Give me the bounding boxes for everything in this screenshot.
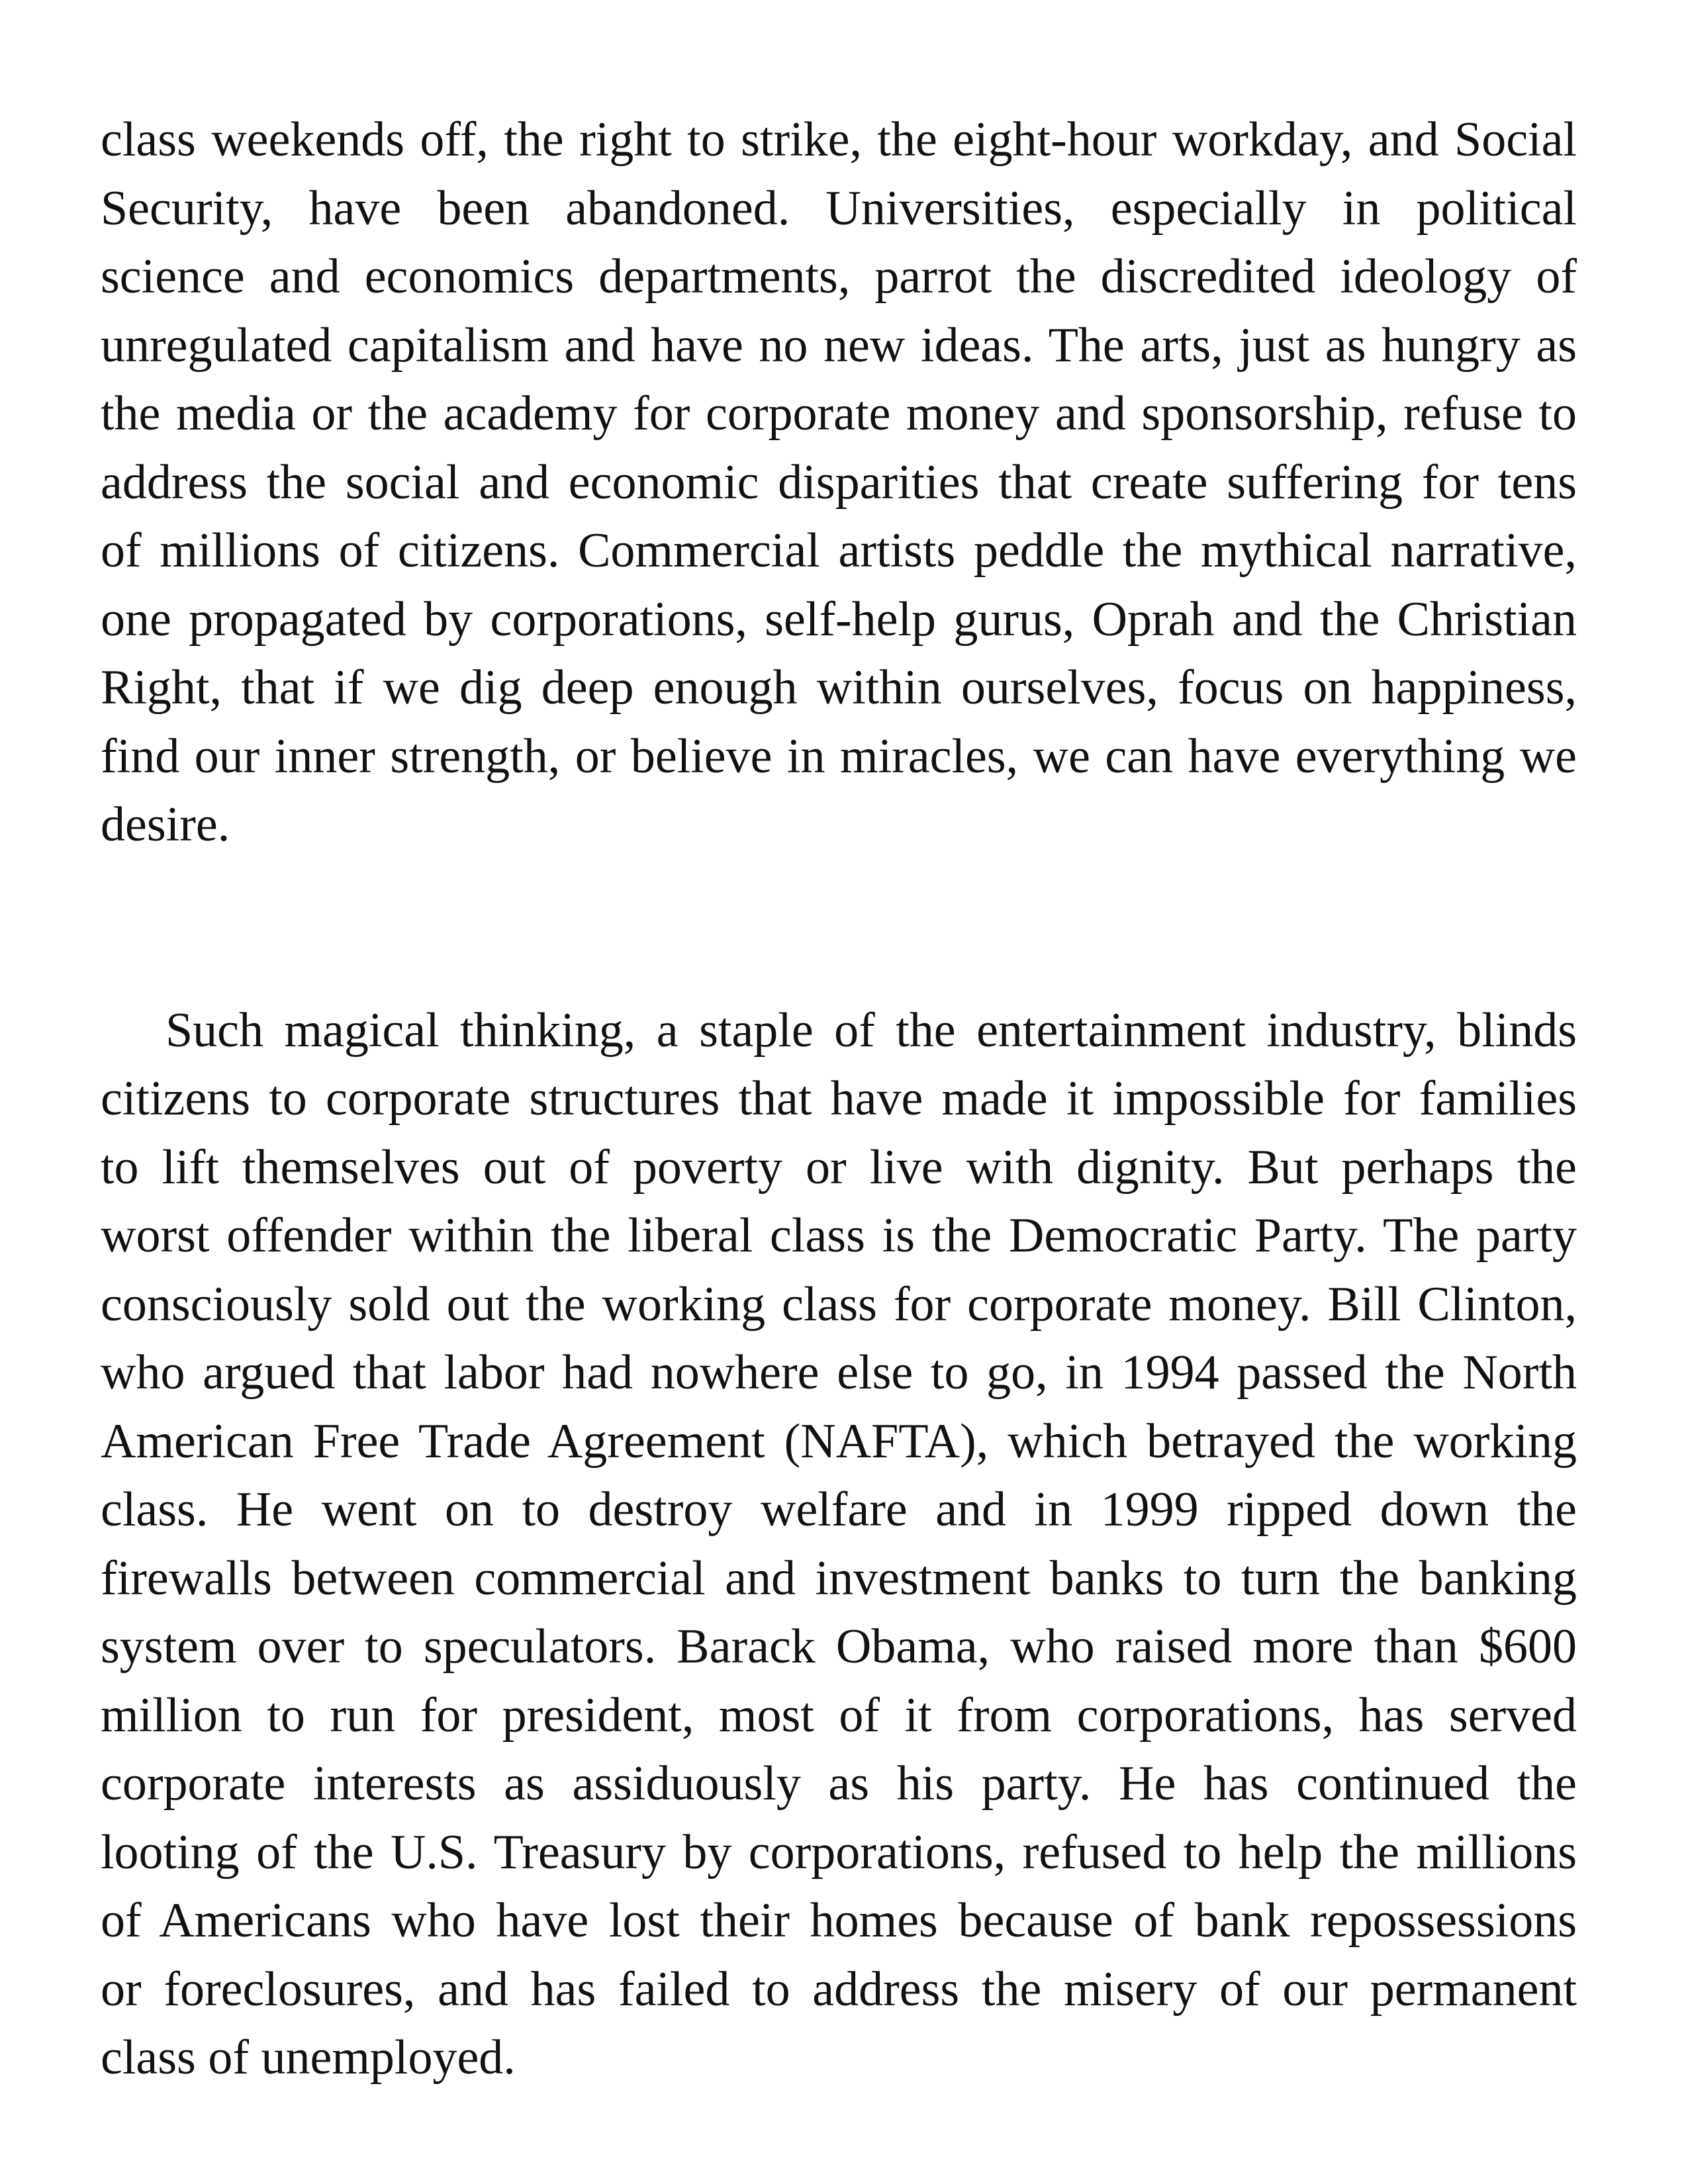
text-line: Such magical thinking, a staple of the entertainment industry, blinds bbox=[165, 1003, 1577, 1058]
text-line: system over to speculators. Barack Obama, who raised more than $600 bbox=[101, 1619, 1577, 1674]
text-line: looting of the U.S. Treasury by corporations, refused to help the millions bbox=[101, 1825, 1577, 1880]
text-line: class of unemployed. bbox=[101, 2030, 516, 2085]
paragraph-spacer bbox=[101, 860, 1577, 997]
text-line: worst offender within the liberal class is the Democratic Party. The party bbox=[101, 1208, 1577, 1263]
text-line: of Americans who have lost their homes because of bank repossessions bbox=[101, 1893, 1577, 1948]
text-line: find our inner strength, or believe in miracles, we can have everything we bbox=[101, 729, 1577, 784]
text-line: science and economics departments, parrot the discredited ideology of bbox=[101, 250, 1577, 304]
text-line: firewalls between commercial and investment banks to turn the banking bbox=[101, 1551, 1577, 1606]
text-line: one propagated by corporations, self-help gurus, Oprah and the Christian bbox=[101, 592, 1577, 647]
paragraph-1 bbox=[101, 106, 1577, 860]
text-line: Right, that if we dig deep enough within ourselves, focus on happiness, bbox=[101, 660, 1577, 715]
text-line: to lift themselves out of poverty or live with dignity. But perhaps the bbox=[101, 1140, 1577, 1195]
text-line: the media or the academy for corporate money and sponsorship, refuse to bbox=[101, 387, 1577, 441]
text-line: unregulated capitalism and have no new ideas. The arts, just as hungry as bbox=[101, 318, 1577, 373]
text-line: of millions of citizens. Commercial artists peddle the mythical narrative, bbox=[101, 523, 1577, 578]
text-line: class weekends off, the right to strike, the eight-hour workday, and Social bbox=[101, 113, 1577, 167]
text-line: million to run for president, most of it from corporations, has served bbox=[101, 1688, 1577, 1743]
text-line: address the social and economic disparities that create suffering for tens bbox=[101, 455, 1577, 510]
text-line: desire. bbox=[101, 797, 230, 852]
text-line: consciously sold out the working class for corporate money. Bill Clinton, bbox=[101, 1277, 1577, 1332]
paragraph-2 bbox=[101, 997, 1577, 2093]
text-line: Security, have been abandoned. Universities, especially in political bbox=[101, 181, 1577, 236]
text-line: citizens to corporate structures that have made it impossible for families bbox=[101, 1071, 1577, 1126]
text-line: class. He went on to destroy welfare and in 1999 ripped down the bbox=[101, 1482, 1577, 1537]
document-page bbox=[101, 106, 1577, 2093]
text-line: who argued that labor had nowhere else to go, in 1994 passed the North bbox=[101, 1345, 1577, 1400]
text-line: American Free Trade Agreement (NAFTA), which betrayed the working bbox=[101, 1414, 1577, 1469]
text-line: corporate interests as assiduously as his party. He has continued the bbox=[101, 1756, 1577, 1811]
text-line: or foreclosures, and has failed to address the misery of our permanent bbox=[101, 1962, 1577, 2017]
